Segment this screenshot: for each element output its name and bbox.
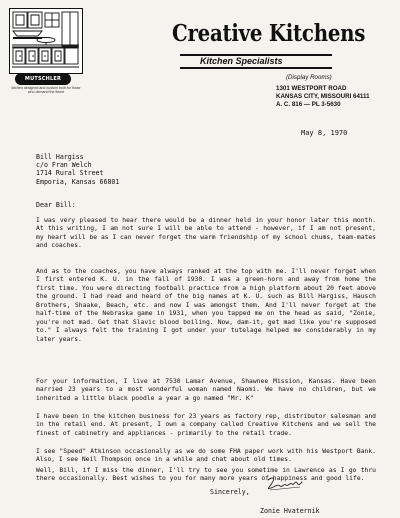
kitchen-illustration-logo: [9, 8, 83, 74]
divider-rule: [180, 67, 332, 69]
company-tagline: Kitchen Specialists: [200, 56, 283, 66]
signer-name: Zonie Hvaternik: [260, 507, 320, 515]
addressee-block: [36, 153, 119, 186]
body-paragraph: For your information, I live at 7530 Lamar Avenue, Shawnee Mission, Kansas. Have been married 23 years to a most wonderful woman named Naomi. We have no children, but we inherited a little black poodle a year a go named "Mr. K": [36, 378, 376, 402]
body-paragraph: I was very pleased to hear there would be a dinner held in your honor later this month. At this writing, I am not sure I will be able to attend - however, if I am not present, my heart will be as I can never forget the warm friendship of my school chums, team-mates and coaches.: [36, 217, 376, 250]
phone-number: A. C. 816 — PL 3-5630: [276, 101, 341, 108]
street-address: 1301 WESTPORT ROAD: [276, 85, 347, 92]
logo-badge: MUTSCHLER: [15, 73, 71, 85]
salutation: Dear Bill:: [36, 201, 76, 209]
kitchen-drawing-icon: [10, 9, 81, 72]
addressee-line: c/o Fran Welch: [36, 161, 92, 170]
closing: Sincerely,: [210, 488, 250, 496]
logo-caption: kitchen designed and custom built for those who demand the finest: [11, 86, 81, 95]
display-rooms-label: (Display Rooms): [286, 74, 332, 81]
body-paragraph: And as to the coaches, you have always ranked at the top with me. I'll never forget when I first entered K. U. in the fall of 1930. I was a green-horn and away from home the first time. You were directing football practice from a high platform about 20 feet above the ground. I had read and heard of the big names at K. U. such as Bill Hargiss, Hausch Brothers, Shaake, Beach, etc. and now I was amongst them. And I'll never forget at the half-time of the Nebraska game in 1931, when you tapped me on the head as said, "Zonie, you're not mad. Get that Slavic blood boiling. Now, dam-it, get mad like you're supposed to." I always felt the training I got under your tutelage helped me considerably in my later years.: [36, 268, 376, 343]
city-address: KANSAS CITY, MISSOURI 64111: [276, 93, 370, 100]
letter-date: May 8, 1970: [301, 129, 348, 137]
addressee-line: 1714 Rural Street: [36, 169, 104, 178]
body-paragraph: I see "Speed" Atkinson occasionally as we do some FHA paper work with his Westport Bank. Also, I see Neil Thompson once in a while and chat about old times.: [36, 448, 376, 464]
addressee-line: Emporia, Kansas 66801: [36, 177, 120, 186]
body-paragraph: Well, Bill, if I miss the dinner, I'll try to see you sometime in Lawrence as I go thru there occasionally. Best wishes to you for many more years of happiness and good life.: [36, 467, 376, 483]
addressee-line: Bill Hargiss: [36, 153, 84, 161]
handwritten-signature: [262, 474, 306, 494]
company-name: Creative Kitchens: [172, 20, 366, 47]
body-paragraph: I have been in the kitchen business for 23 years as factory rep, distributor salesman and in the retail end. At present, I own a company called Creative Kitchens and we sell the finest of cabinetry and appliances - primarily to the retail trade.: [36, 413, 376, 437]
